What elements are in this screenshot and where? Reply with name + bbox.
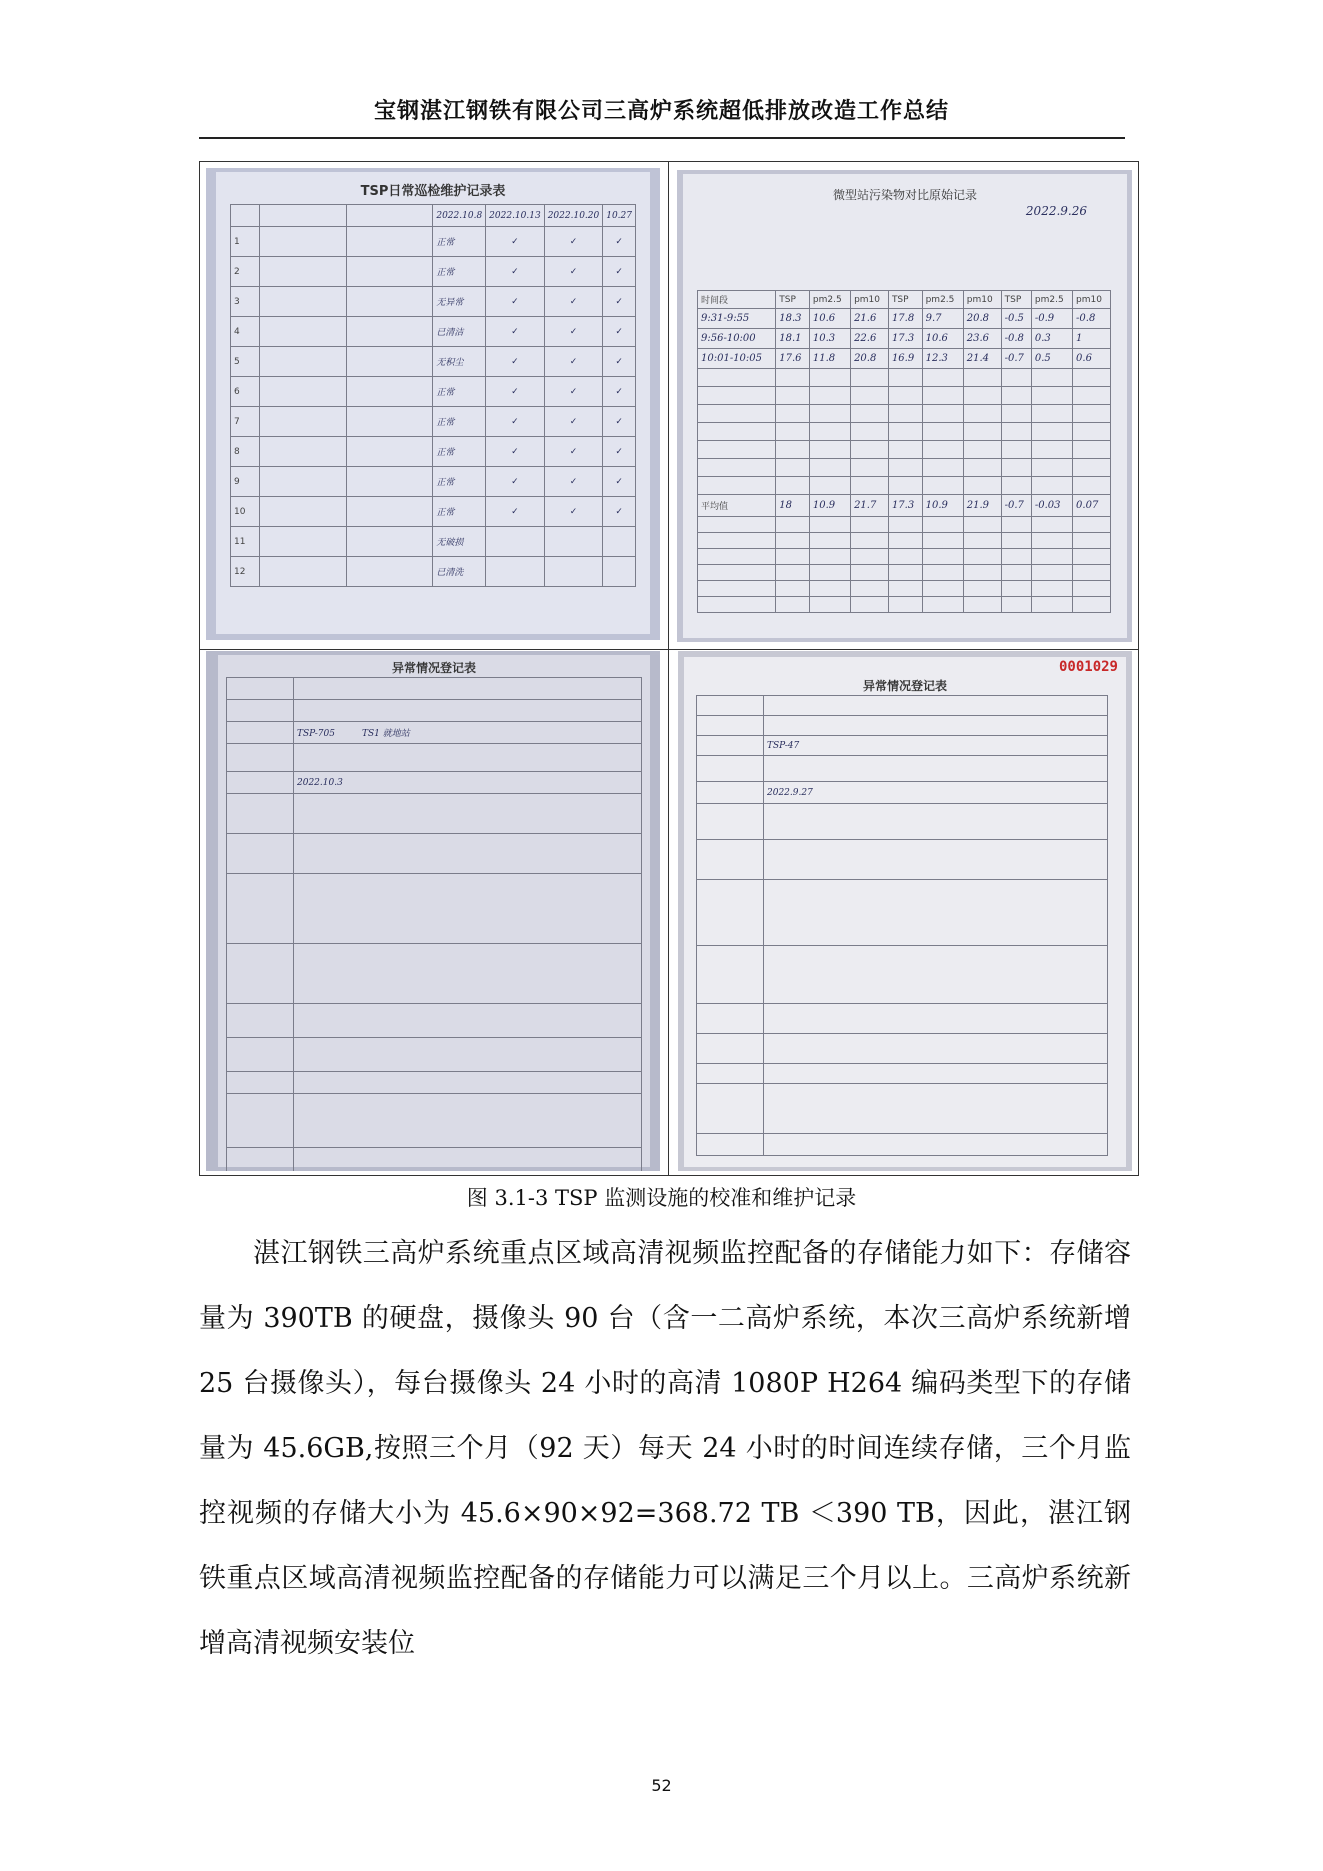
average-cell: -0.03 xyxy=(1031,495,1072,517)
column-header: pm10 xyxy=(851,291,889,309)
test-date: 2022.9.26 xyxy=(1025,204,1087,218)
inspection-row xyxy=(231,347,636,377)
check-mark: ✓ xyxy=(603,287,636,317)
item-status: 无异常 xyxy=(433,287,486,317)
item-status: 正常 xyxy=(433,227,486,257)
body-text xyxy=(199,1221,1131,1676)
column-header: TSP xyxy=(1001,291,1031,309)
item-status: 已清洗 xyxy=(433,557,486,587)
report-date: 2022.9.27 xyxy=(764,782,1108,804)
average-cell: 21.7 xyxy=(851,495,889,517)
check-mark: ✓ xyxy=(486,497,545,527)
item-number: 12 xyxy=(231,557,260,587)
check-mark: ✓ xyxy=(544,437,603,467)
check-mark xyxy=(486,557,545,587)
average-label: 平均值 xyxy=(698,495,776,517)
data-cell: 21.4 xyxy=(963,349,1001,369)
data-cell: 16.9 xyxy=(888,349,922,369)
item-number: 10 xyxy=(231,497,260,527)
item-number: 2 xyxy=(231,257,260,287)
item-number: 4 xyxy=(231,317,260,347)
photo-abnormal-record-1 xyxy=(206,651,660,1171)
empty-row xyxy=(698,369,1111,387)
inspection-row xyxy=(231,257,636,287)
check-mark: ✓ xyxy=(486,317,545,347)
inspection-date: 10.27 xyxy=(603,205,636,227)
check-mark: ✓ xyxy=(603,257,636,287)
form-title: TSP日常巡检维护记录表 xyxy=(360,184,506,199)
item-number: 3 xyxy=(231,287,260,317)
report-date: 2022.10.3 xyxy=(294,772,642,794)
data-row xyxy=(698,309,1111,329)
item-number: 7 xyxy=(231,407,260,437)
station-code: TSP-47 xyxy=(764,736,1108,756)
data-cell: 10:01-10:05 xyxy=(698,349,776,369)
column-header: pm2.5 xyxy=(809,291,850,309)
check-mark: ✓ xyxy=(486,287,545,317)
check-mark: ✓ xyxy=(544,407,603,437)
check-mark: ✓ xyxy=(544,257,603,287)
empty-row xyxy=(698,565,1111,581)
check-mark: ✓ xyxy=(544,227,603,257)
check-mark: ✓ xyxy=(544,347,603,377)
check-mark xyxy=(603,557,636,587)
data-cell: 23.6 xyxy=(963,329,1001,349)
form-title: 异常情况登记表 xyxy=(391,661,476,675)
item-number: 1 xyxy=(231,227,260,257)
item-status: 正常 xyxy=(433,437,486,467)
data-cell: 17.8 xyxy=(888,309,922,329)
check-mark: ✓ xyxy=(544,287,603,317)
item-status: 正常 xyxy=(433,407,486,437)
comparison-table xyxy=(697,290,1111,613)
inspection-date: 2022.10.20 xyxy=(544,205,603,227)
station-code: TSP-705 xyxy=(297,729,335,739)
inspection-row xyxy=(231,407,636,437)
page-header-title: 宝钢湛江钢铁有限公司三高炉系统超低排放改造工作总结 xyxy=(373,99,949,124)
data-cell: 17.3 xyxy=(888,329,922,349)
column-header: pm2.5 xyxy=(1031,291,1072,309)
inspection-row xyxy=(231,497,636,527)
empty-row xyxy=(698,387,1111,405)
item-number: 9 xyxy=(231,467,260,497)
data-cell: 22.6 xyxy=(851,329,889,349)
check-mark: ✓ xyxy=(603,437,636,467)
check-mark: ✓ xyxy=(486,467,545,497)
data-cell: 0.3 xyxy=(1031,329,1072,349)
item-number: 8 xyxy=(231,437,260,467)
data-cell: -0.5 xyxy=(1001,309,1031,329)
empty-row xyxy=(698,597,1111,613)
data-cell: -0.8 xyxy=(1001,329,1031,349)
abnormal-table-2 xyxy=(696,695,1108,1156)
inspection-row xyxy=(231,467,636,497)
average-row xyxy=(698,495,1111,517)
check-mark xyxy=(486,527,545,557)
empty-row xyxy=(698,405,1111,423)
body-paragraph: 湛江钢铁三高炉系统重点区域高清视频监控配备的存储能力如下：存储容量为 390TB 的硬盘，摄像头 90 台（含一二高炉系统，本次三高炉系统新增 25 台摄像头），每台摄像头 24 小时的高清 1080P H264 编码类型下的存储量为 45.6GB,按照三个月（92 天）每天 24 小时的时间连续存储，三个月监控视频的存储大小为 45.6×90×92=368.72 TB ＜390 TB，因此，湛江钢铁重点区域高清视频监控配备的存储能力可以满足三个月以上。三高炉系统新增高清视频安装位 xyxy=(199,1238,1131,1659)
item-number: 5 xyxy=(231,347,260,377)
inspection-date: 2022.10.13 xyxy=(486,205,545,227)
average-cell: 0.07 xyxy=(1073,495,1111,517)
empty-row xyxy=(698,549,1111,565)
station-position: TS1 就地站 xyxy=(361,729,410,739)
item-status: 正常 xyxy=(433,257,486,287)
check-mark xyxy=(544,557,603,587)
data-cell: 0.5 xyxy=(1031,349,1072,369)
check-mark xyxy=(603,527,636,557)
figure-caption: 图 3.1-3 TSP 监测设施的校准和维护记录 xyxy=(466,1186,857,1210)
data-cell: -0.9 xyxy=(1031,309,1072,329)
empty-row xyxy=(698,581,1111,597)
item-status: 正常 xyxy=(433,497,486,527)
paper-sheet xyxy=(684,657,1126,1167)
item-number: 6 xyxy=(231,377,260,407)
item-status: 已清洁 xyxy=(433,317,486,347)
check-mark: ✓ xyxy=(486,377,545,407)
data-row xyxy=(698,349,1111,369)
item-status: 无破损 xyxy=(433,527,486,557)
item-status: 正常 xyxy=(433,377,486,407)
abnormal-table-1 xyxy=(226,677,642,1171)
check-mark: ✓ xyxy=(603,317,636,347)
column-header: pm10 xyxy=(963,291,1001,309)
header-rule xyxy=(199,137,1125,139)
empty-row xyxy=(698,459,1111,477)
inspection-date: 2022.10.8 xyxy=(433,205,486,227)
check-mark: ✓ xyxy=(603,347,636,377)
data-cell: 10.6 xyxy=(922,329,963,349)
serial-number: 0001029 xyxy=(1058,659,1118,675)
empty-row xyxy=(698,533,1111,549)
column-header: TSP xyxy=(888,291,922,309)
data-cell: 9:56-10:00 xyxy=(698,329,776,349)
empty-row xyxy=(698,477,1111,495)
average-cell: 10.9 xyxy=(922,495,963,517)
data-cell: 21.6 xyxy=(851,309,889,329)
column-header: pm2.5 xyxy=(922,291,963,309)
data-cell: 11.8 xyxy=(809,349,850,369)
paper-sheet xyxy=(216,172,650,634)
data-cell: 9:31-9:55 xyxy=(698,309,776,329)
check-mark: ✓ xyxy=(603,497,636,527)
check-mark: ✓ xyxy=(544,377,603,407)
check-mark: ✓ xyxy=(544,497,603,527)
item-status: 无积尘 xyxy=(433,347,486,377)
empty-row xyxy=(698,441,1111,459)
column-header: 时间段 xyxy=(698,291,776,309)
paper-sheet xyxy=(683,174,1127,638)
inspection-table xyxy=(230,204,636,587)
data-cell: 9.7 xyxy=(922,309,963,329)
average-cell: 17.3 xyxy=(888,495,922,517)
data-cell: 18.1 xyxy=(776,329,810,349)
data-cell: 20.8 xyxy=(963,309,1001,329)
check-mark: ✓ xyxy=(603,467,636,497)
grid-divider-horizontal xyxy=(200,649,1138,650)
empty-row xyxy=(698,517,1111,533)
item-number: 11 xyxy=(231,527,260,557)
grid-divider-vertical xyxy=(668,162,669,1175)
photo-tsp-inspection-log xyxy=(206,168,660,640)
inspection-row xyxy=(231,377,636,407)
data-cell: 10.6 xyxy=(809,309,850,329)
check-mark: ✓ xyxy=(603,227,636,257)
inspection-row xyxy=(231,557,636,587)
column-header: pm10 xyxy=(1073,291,1111,309)
check-mark: ✓ xyxy=(486,347,545,377)
photo-comparison-record xyxy=(677,170,1132,642)
data-row xyxy=(698,329,1111,349)
inspection-row xyxy=(231,317,636,347)
check-mark: ✓ xyxy=(486,257,545,287)
empty-row xyxy=(698,423,1111,441)
check-mark xyxy=(544,527,603,557)
form-title: 异常情况登记表 xyxy=(862,679,947,693)
check-mark: ✓ xyxy=(603,377,636,407)
average-cell: -0.7 xyxy=(1001,495,1031,517)
item-status: 正常 xyxy=(433,467,486,497)
check-mark: ✓ xyxy=(486,227,545,257)
page-number: 52 xyxy=(651,1776,672,1795)
average-cell: 18 xyxy=(776,495,810,517)
data-cell: 17.6 xyxy=(776,349,810,369)
data-cell: 12.3 xyxy=(922,349,963,369)
average-cell: 10.9 xyxy=(809,495,850,517)
data-cell: -0.8 xyxy=(1073,309,1111,329)
data-cell: 10.3 xyxy=(809,329,850,349)
data-cell: -0.7 xyxy=(1001,349,1031,369)
photo-abnormal-record-2 xyxy=(678,651,1132,1171)
inspection-row xyxy=(231,227,636,257)
check-mark: ✓ xyxy=(544,317,603,347)
paper-sheet xyxy=(218,655,650,1167)
inspection-row xyxy=(231,527,636,557)
check-mark: ✓ xyxy=(486,407,545,437)
data-cell: 18.3 xyxy=(776,309,810,329)
column-header: TSP xyxy=(776,291,810,309)
average-cell: 21.9 xyxy=(963,495,1001,517)
form-title: 微型站污染物对比原始记录 xyxy=(832,188,977,202)
inspection-row xyxy=(231,437,636,467)
data-cell: 1 xyxy=(1073,329,1111,349)
check-mark: ✓ xyxy=(603,407,636,437)
check-mark: ✓ xyxy=(486,437,545,467)
data-cell: 20.8 xyxy=(851,349,889,369)
data-cell: 0.6 xyxy=(1073,349,1111,369)
check-mark: ✓ xyxy=(544,467,603,497)
inspection-row xyxy=(231,287,636,317)
